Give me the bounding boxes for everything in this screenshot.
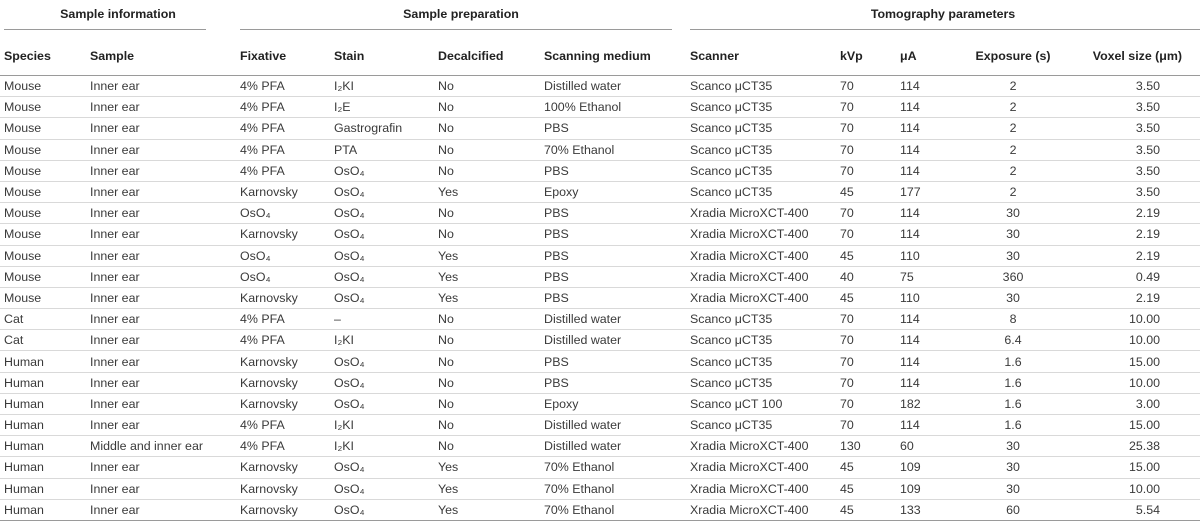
cell-sample: Inner ear [86,499,236,520]
cell-stain: OsO₄ [330,393,434,414]
cell-exposure: 30 [958,457,1068,478]
cell-scanning-medium: PBS [540,118,686,139]
table-row [0,415,1200,436]
cell-fixative: 4% PFA [236,97,330,118]
cell-scanning-medium: PBS [540,245,686,266]
cell-sample: Inner ear [86,245,236,266]
cell-fixative: 4% PFA [236,415,330,436]
group-header-row [0,0,1200,37]
cell-stain: PTA [330,139,434,160]
cell-ua: 75 [896,266,958,287]
cell-ua: 177 [896,181,958,202]
column-header-scanner: Scanner [686,37,836,76]
cell-voxel-size: 0.49 [1068,266,1200,287]
cell-species: Mouse [0,97,86,118]
cell-kvp: 45 [836,181,896,202]
cell-voxel-size: 15.00 [1068,351,1200,372]
table-row [0,76,1200,97]
group-sample-preparation: Sample preparation [236,0,686,37]
cell-scanning-medium: PBS [540,287,686,308]
cell-sample: Inner ear [86,287,236,308]
cell-fixative: Karnovsky [236,478,330,499]
table-row [0,97,1200,118]
column-header-ua: μA [896,37,958,76]
cell-species: Mouse [0,287,86,308]
cell-voxel-size: 25.38 [1068,436,1200,457]
cell-scanner: Scanco μCT35 [686,181,836,202]
column-header-species: Species [0,37,86,76]
cell-fixative: 4% PFA [236,309,330,330]
cell-scanning-medium: 70% Ethanol [540,139,686,160]
cell-scanner: Scanco μCT35 [686,330,836,351]
cell-voxel-size: 2.19 [1068,287,1200,308]
cell-exposure: 60 [958,499,1068,520]
cell-decalcified: Yes [434,287,540,308]
cell-exposure: 2 [958,118,1068,139]
cell-species: Mouse [0,245,86,266]
table-row [0,181,1200,202]
cell-scanner: Scanco μCT35 [686,415,836,436]
cell-decalcified: No [434,436,540,457]
cell-sample: Inner ear [86,457,236,478]
cell-kvp: 45 [836,457,896,478]
cell-kvp: 70 [836,372,896,393]
cell-exposure: 1.6 [958,393,1068,414]
table-row [0,266,1200,287]
cell-ua: 114 [896,330,958,351]
cell-ua: 182 [896,393,958,414]
cell-decalcified: No [434,118,540,139]
cell-scanning-medium: Distilled water [540,436,686,457]
cell-scanner: Xradia MicroXCT-400 [686,224,836,245]
cell-exposure: 30 [958,203,1068,224]
cell-kvp: 130 [836,436,896,457]
table-row [0,287,1200,308]
cell-species: Human [0,499,86,520]
cell-sample: Inner ear [86,181,236,202]
table-row [0,351,1200,372]
cell-species: Mouse [0,224,86,245]
cell-species: Cat [0,330,86,351]
cell-scanner: Scanco μCT 100 [686,393,836,414]
cell-kvp: 40 [836,266,896,287]
cell-scanner: Scanco μCT35 [686,160,836,181]
cell-scanner: Xradia MicroXCT-400 [686,287,836,308]
cell-scanner: Scanco μCT35 [686,372,836,393]
table-row [0,478,1200,499]
cell-exposure: 1.6 [958,351,1068,372]
cell-species: Human [0,436,86,457]
cell-fixative: OsO₄ [236,245,330,266]
cell-scanning-medium: Epoxy [540,181,686,202]
cell-scanning-medium: PBS [540,266,686,287]
cell-scanner: Scanco μCT35 [686,351,836,372]
cell-voxel-size: 3.50 [1068,76,1200,97]
cell-fixative: Karnovsky [236,372,330,393]
cell-species: Human [0,393,86,414]
cell-kvp: 70 [836,203,896,224]
cell-fixative: Karnovsky [236,181,330,202]
cell-exposure: 2 [958,76,1068,97]
cell-ua: 114 [896,76,958,97]
cell-scanner: Xradia MicroXCT-400 [686,478,836,499]
cell-exposure: 360 [958,266,1068,287]
cell-sample: Inner ear [86,97,236,118]
cell-stain: I₂KI [330,330,434,351]
cell-scanner: Xradia MicroXCT-400 [686,203,836,224]
cell-exposure: 30 [958,287,1068,308]
cell-scanner: Scanco μCT35 [686,118,836,139]
cell-exposure: 8 [958,309,1068,330]
cell-voxel-size: 3.50 [1068,97,1200,118]
cell-sample: Inner ear [86,478,236,499]
cell-voxel-size: 15.00 [1068,415,1200,436]
cell-decalcified: No [434,309,540,330]
table-row [0,160,1200,181]
cell-decalcified: No [434,393,540,414]
cell-kvp: 70 [836,330,896,351]
cell-kvp: 70 [836,224,896,245]
cell-sample: Inner ear [86,139,236,160]
cell-decalcified: No [434,224,540,245]
cell-ua: 114 [896,139,958,160]
cell-sample: Inner ear [86,76,236,97]
cell-exposure: 30 [958,478,1068,499]
cell-scanner: Scanco μCT35 [686,309,836,330]
cell-scanner: Scanco μCT35 [686,139,836,160]
cell-ua: 109 [896,478,958,499]
cell-ua: 114 [896,118,958,139]
table-row [0,203,1200,224]
table-row [0,309,1200,330]
cell-fixative: Karnovsky [236,457,330,478]
cell-species: Mouse [0,118,86,139]
cell-sample: Inner ear [86,224,236,245]
cell-voxel-size: 10.00 [1068,309,1200,330]
cell-stain: I₂E [330,97,434,118]
cell-scanner: Xradia MicroXCT-400 [686,266,836,287]
cell-sample: Inner ear [86,393,236,414]
cell-scanning-medium: 100% Ethanol [540,97,686,118]
cell-kvp: 45 [836,478,896,499]
cell-decalcified: No [434,203,540,224]
cell-species: Human [0,372,86,393]
cell-voxel-size: 3.50 [1068,181,1200,202]
cell-kvp: 70 [836,118,896,139]
cell-decalcified: No [434,76,540,97]
cell-scanner: Xradia MicroXCT-400 [686,245,836,266]
cell-kvp: 70 [836,76,896,97]
cell-voxel-size: 3.00 [1068,393,1200,414]
cell-stain: OsO₄ [330,160,434,181]
cell-voxel-size: 2.19 [1068,245,1200,266]
cell-species: Human [0,457,86,478]
cell-fixative: Karnovsky [236,287,330,308]
cell-species: Mouse [0,203,86,224]
cell-kvp: 45 [836,287,896,308]
cell-stain: OsO₄ [330,181,434,202]
table-row [0,372,1200,393]
cell-kvp: 70 [836,160,896,181]
cell-decalcified: Yes [434,478,540,499]
cell-species: Mouse [0,160,86,181]
column-header-exposure: Exposure (s) [958,37,1068,76]
cell-kvp: 70 [836,139,896,160]
cell-fixative: 4% PFA [236,118,330,139]
cell-stain: OsO₄ [330,372,434,393]
cell-decalcified: No [434,139,540,160]
column-header-scanning-medium: Scanning medium [540,37,686,76]
cell-scanning-medium: Distilled water [540,76,686,97]
cell-decalcified: No [434,160,540,181]
cell-decalcified: No [434,372,540,393]
cell-exposure: 2 [958,139,1068,160]
cell-ua: 114 [896,203,958,224]
cell-decalcified: No [434,415,540,436]
cell-scanning-medium: PBS [540,351,686,372]
cell-voxel-size: 2.19 [1068,224,1200,245]
cell-stain: OsO₄ [330,351,434,372]
cell-fixative: 4% PFA [236,139,330,160]
cell-scanning-medium: PBS [540,372,686,393]
group-sample-information: Sample information [0,0,236,37]
cell-ua: 109 [896,457,958,478]
cell-sample: Inner ear [86,266,236,287]
cell-scanning-medium: PBS [540,160,686,181]
cell-stain: OsO₄ [330,245,434,266]
cell-sample: Inner ear [86,309,236,330]
cell-sample: Inner ear [86,160,236,181]
cell-kvp: 45 [836,499,896,520]
cell-voxel-size: 15.00 [1068,457,1200,478]
cell-kvp: 70 [836,97,896,118]
cell-scanner: Scanco μCT35 [686,76,836,97]
cell-ua: 114 [896,351,958,372]
cell-voxel-size: 3.50 [1068,118,1200,139]
column-header-fixative: Fixative [236,37,330,76]
cell-stain: I₂KI [330,415,434,436]
cell-sample: Middle and inner ear [86,436,236,457]
cell-stain: OsO₄ [330,478,434,499]
cell-sample: Inner ear [86,372,236,393]
cell-fixative: 4% PFA [236,76,330,97]
cell-sample: Inner ear [86,118,236,139]
cell-stain: OsO₄ [330,457,434,478]
column-header-sample: Sample [86,37,236,76]
cell-ua: 114 [896,224,958,245]
cell-exposure: 2 [958,181,1068,202]
cell-exposure: 30 [958,245,1068,266]
cell-stain: OsO₄ [330,203,434,224]
cell-decalcified: Yes [434,499,540,520]
cell-scanner: Scanco μCT35 [686,97,836,118]
cell-fixative: OsO₄ [236,203,330,224]
cell-kvp: 70 [836,309,896,330]
cell-scanner: Xradia MicroXCT-400 [686,457,836,478]
cell-species: Mouse [0,266,86,287]
table-row [0,139,1200,160]
cell-fixative: Karnovsky [236,499,330,520]
cell-decalcified: Yes [434,245,540,266]
cell-voxel-size: 3.50 [1068,160,1200,181]
table-row [0,499,1200,520]
cell-species: Human [0,415,86,436]
cell-fixative: 4% PFA [236,330,330,351]
cell-species: Human [0,478,86,499]
cell-scanning-medium: Epoxy [540,393,686,414]
cell-ua: 114 [896,160,958,181]
cell-scanning-medium: 70% Ethanol [540,478,686,499]
cell-decalcified: No [434,97,540,118]
cell-voxel-size: 2.19 [1068,203,1200,224]
cell-ua: 114 [896,309,958,330]
column-header-decalcified: Decalcified [434,37,540,76]
column-header-voxel-size: Voxel size (μm) [1068,37,1200,76]
cell-ua: 110 [896,245,958,266]
cell-exposure: 1.6 [958,415,1068,436]
cell-scanner: Xradia MicroXCT-400 [686,436,836,457]
cell-voxel-size: 10.00 [1068,372,1200,393]
cell-stain: OsO₄ [330,266,434,287]
table-row [0,330,1200,351]
cell-exposure: 30 [958,436,1068,457]
column-header-kvp: kVp [836,37,896,76]
cell-scanning-medium: 70% Ethanol [540,499,686,520]
cell-fixative: 4% PFA [236,160,330,181]
cell-voxel-size: 10.00 [1068,330,1200,351]
cell-decalcified: Yes [434,457,540,478]
cell-scanning-medium: Distilled water [540,309,686,330]
cell-fixative: 4% PFA [236,436,330,457]
cell-decalcified: No [434,330,540,351]
cell-sample: Inner ear [86,203,236,224]
cell-stain: I₂KI [330,436,434,457]
table-row [0,436,1200,457]
cell-stain: I₂KI [330,76,434,97]
cell-ua: 110 [896,287,958,308]
cell-scanning-medium: Distilled water [540,415,686,436]
cell-decalcified: No [434,351,540,372]
cell-ua: 114 [896,97,958,118]
cell-decalcified: Yes [434,266,540,287]
group-tomography-parameters: Tomography parameters [686,0,1200,37]
table-row [0,457,1200,478]
cell-voxel-size: 5.54 [1068,499,1200,520]
cell-scanning-medium: PBS [540,203,686,224]
cell-sample: Inner ear [86,330,236,351]
cell-voxel-size: 3.50 [1068,139,1200,160]
cell-fixative: Karnovsky [236,393,330,414]
cell-exposure: 30 [958,224,1068,245]
cell-species: Mouse [0,139,86,160]
column-header-stain: Stain [330,37,434,76]
table-row [0,118,1200,139]
cell-stain: Gastrografin [330,118,434,139]
cell-species: Mouse [0,76,86,97]
cell-exposure: 1.6 [958,372,1068,393]
cell-voxel-size: 10.00 [1068,478,1200,499]
cell-scanning-medium: PBS [540,224,686,245]
cell-stain: OsO₄ [330,224,434,245]
table-body [0,76,1200,521]
cell-ua: 114 [896,415,958,436]
cell-species: Human [0,351,86,372]
cell-stain: – [330,309,434,330]
cell-stain: OsO₄ [330,499,434,520]
table-row [0,224,1200,245]
cell-kvp: 45 [836,245,896,266]
cell-scanning-medium: 70% Ethanol [540,457,686,478]
cell-species: Cat [0,309,86,330]
cell-kvp: 70 [836,393,896,414]
cell-exposure: 2 [958,160,1068,181]
cell-exposure: 2 [958,97,1068,118]
cell-ua: 133 [896,499,958,520]
cell-fixative: Karnovsky [236,224,330,245]
cell-kvp: 70 [836,415,896,436]
cell-scanner: Xradia MicroXCT-400 [686,499,836,520]
cell-species: Mouse [0,181,86,202]
cell-fixative: OsO₄ [236,266,330,287]
cell-stain: OsO₄ [330,287,434,308]
cell-ua: 114 [896,372,958,393]
cell-sample: Inner ear [86,415,236,436]
cell-scanning-medium: Distilled water [540,330,686,351]
cell-sample: Inner ear [86,351,236,372]
cell-decalcified: Yes [434,181,540,202]
cell-ua: 60 [896,436,958,457]
cell-exposure: 6.4 [958,330,1068,351]
cell-fixative: Karnovsky [236,351,330,372]
column-header-row [0,37,1200,76]
table-row [0,245,1200,266]
table-row [0,393,1200,414]
cell-kvp: 70 [836,351,896,372]
